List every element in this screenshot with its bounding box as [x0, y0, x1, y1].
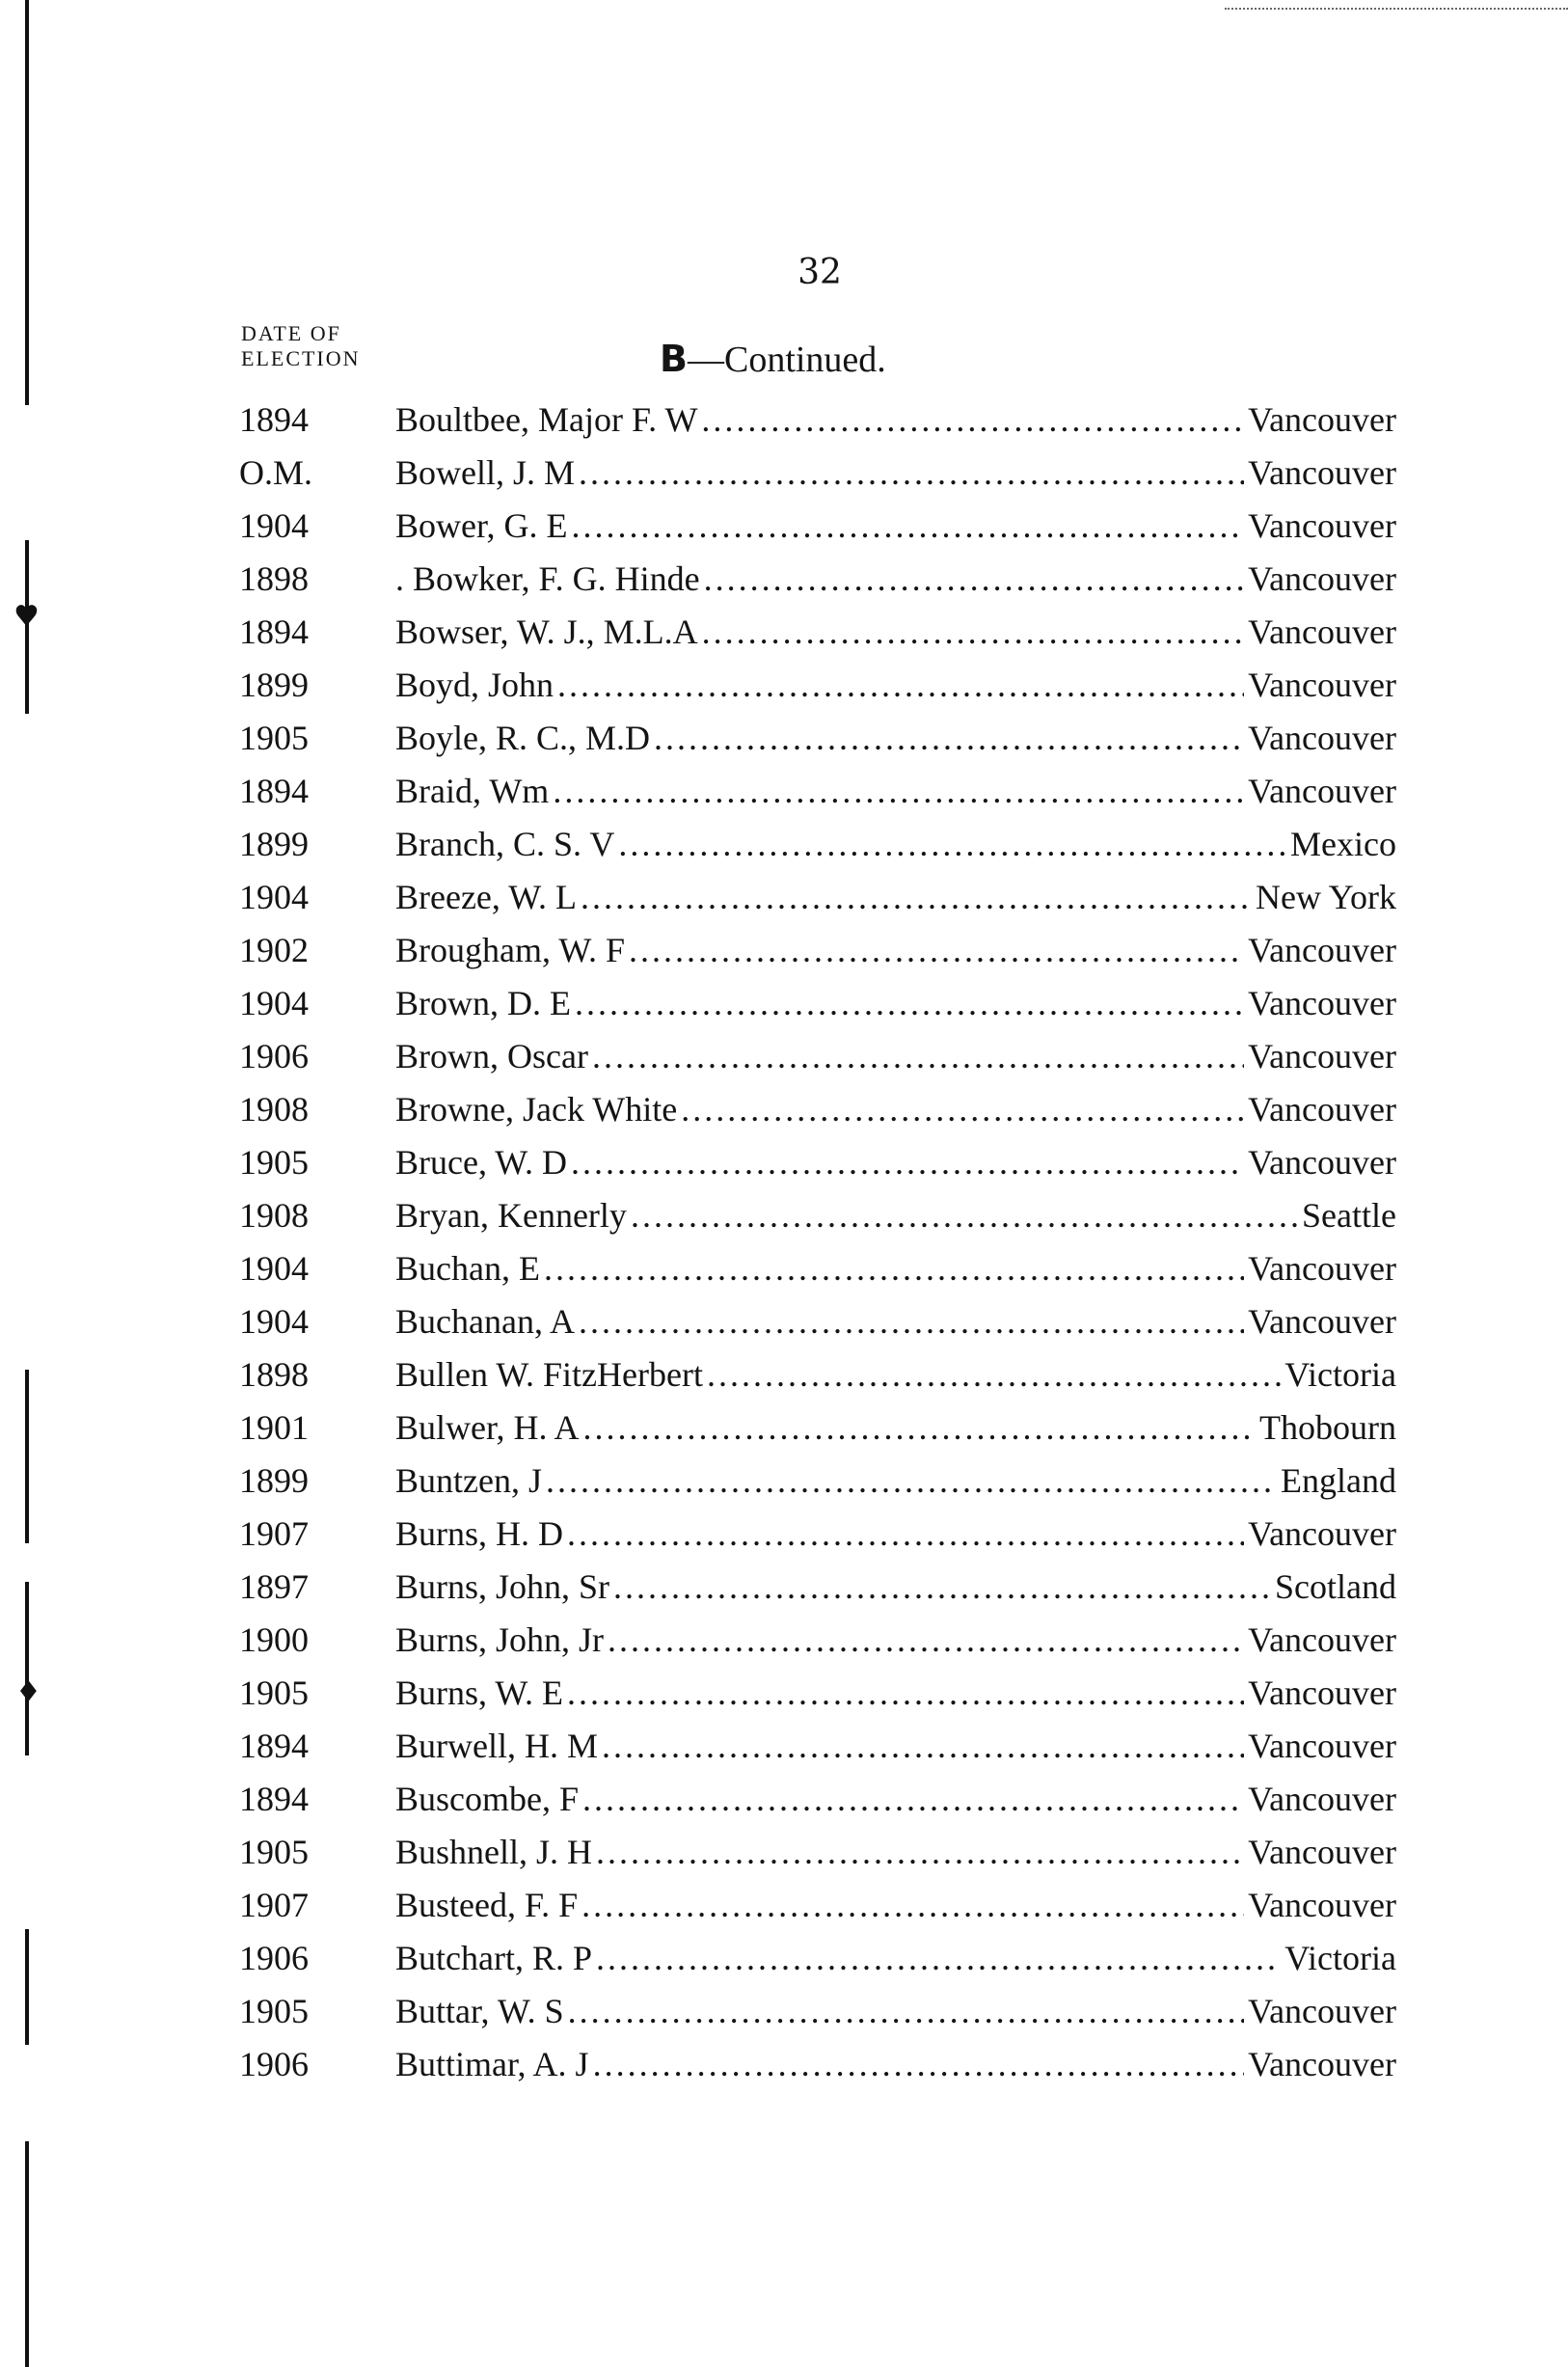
election-year: 1899: [239, 825, 309, 863]
list-item: [239, 1136, 1396, 1189]
election-year: 1905: [239, 1833, 309, 1871]
member-name: Burwell, H. M: [395, 1727, 598, 1765]
dot-leader: [579, 1295, 1244, 1348]
election-year: 1897: [239, 1567, 309, 1606]
member-place: Vancouver: [1248, 1514, 1396, 1553]
election-year: 1904: [239, 984, 309, 1022]
member-place: New York: [1255, 878, 1396, 916]
dot-leader: [629, 924, 1244, 977]
dot-leader: [568, 1985, 1244, 2038]
entry-line: [395, 1401, 1396, 1455]
entry-line: [395, 712, 1396, 765]
dot-leader: [596, 1932, 1281, 1985]
member-place: Vancouver: [1248, 1249, 1396, 1288]
entry-line: [395, 1932, 1396, 1985]
member-name: Branch, C. S. V: [395, 825, 615, 863]
list-item: [239, 1189, 1396, 1242]
member-name: Buntzen, J: [395, 1461, 542, 1500]
dot-leader: [681, 1083, 1244, 1136]
member-place: Vancouver: [1248, 1727, 1396, 1765]
dot-leader: [618, 818, 1286, 871]
election-year: 1905: [239, 1143, 309, 1182]
election-year: 1894: [239, 400, 309, 439]
entry-line: [395, 1879, 1396, 1932]
member-name: Bushnell, J. H: [395, 1833, 593, 1871]
election-year: 1905: [239, 719, 309, 757]
list-item: [239, 1508, 1396, 1561]
member-name: Buscombe, F: [395, 1780, 580, 1818]
diamond-mark-icon: ♦: [15, 1675, 41, 1709]
list-item: [239, 659, 1396, 712]
entry-line: [395, 818, 1396, 871]
entry-line: [395, 977, 1396, 1030]
entry-line: [395, 1773, 1396, 1826]
date-header-line1: DATE OF: [241, 321, 341, 345]
election-year: 1906: [239, 2045, 309, 2083]
election-year: 1908: [239, 1090, 309, 1129]
entry-line: [395, 1348, 1396, 1401]
member-name: Braid, Wm: [395, 772, 550, 810]
member-place: Vancouver: [1248, 1886, 1396, 1924]
member-name: Breeze, W. L: [395, 878, 577, 916]
list-item: [239, 1614, 1396, 1667]
entry-line: [395, 394, 1396, 447]
election-year: 1894: [239, 1780, 309, 1818]
entry-line: [395, 1826, 1396, 1879]
list-item: [239, 1401, 1396, 1455]
member-name: Buttar, W. S: [395, 1992, 564, 2030]
dot-leader: [707, 1348, 1281, 1401]
member-name: Bowell, J. M: [395, 453, 576, 492]
entry-line: [395, 1136, 1396, 1189]
entry-line: [395, 553, 1396, 606]
member-name: Brown, Oscar: [395, 1037, 588, 1075]
list-item: [239, 712, 1396, 765]
section-heading: [660, 338, 886, 381]
dot-leader: [571, 1136, 1244, 1189]
binding-margin-line: [25, 1370, 29, 1543]
entry-line: [395, 1985, 1396, 2038]
member-place: Victoria: [1284, 1939, 1396, 1977]
member-place: Vancouver: [1248, 1780, 1396, 1818]
member-place: Vancouver: [1248, 1620, 1396, 1659]
list-item: [239, 1030, 1396, 1083]
member-place: Vancouver: [1248, 931, 1396, 969]
dot-leader: [592, 1030, 1244, 1083]
member-place: Vancouver: [1248, 1037, 1396, 1075]
member-name: Burns, John, Sr: [395, 1567, 610, 1606]
entry-line: [395, 924, 1396, 977]
list-item: [239, 1295, 1396, 1348]
entry-line: [395, 765, 1396, 818]
scan-artifact: [1225, 0, 1568, 10]
member-place: Vancouver: [1248, 1090, 1396, 1129]
election-year: 1904: [239, 506, 309, 545]
election-year: 1904: [239, 878, 309, 916]
election-year: 1907: [239, 1886, 309, 1924]
member-name: Brown, D. E: [395, 984, 571, 1022]
section-letter: B: [660, 338, 688, 380]
dot-leader: [583, 1401, 1256, 1455]
heart-mark-icon: ♥: [14, 600, 40, 634]
member-place: Vancouver: [1248, 612, 1396, 651]
entry-line: [395, 1614, 1396, 1667]
member-place: Thobourn: [1259, 1408, 1396, 1447]
election-year: 1904: [239, 1249, 309, 1288]
binding-margin-line: [25, 1582, 29, 1755]
dot-leader: [581, 871, 1252, 924]
member-name: Boyle, R. C., M.D: [395, 719, 651, 757]
list-item: [239, 500, 1396, 553]
election-year: 1898: [239, 1355, 309, 1394]
member-place: Vancouver: [1248, 1833, 1396, 1871]
member-place: Vancouver: [1248, 1143, 1396, 1182]
entry-line: [395, 2038, 1396, 2091]
member-place: Vancouver: [1248, 2045, 1396, 2083]
election-year: 1898: [239, 559, 309, 598]
entry-line: [395, 1083, 1396, 1136]
list-item: [239, 447, 1396, 500]
election-year: 1901: [239, 1408, 309, 1447]
dot-leader: [567, 1508, 1244, 1561]
member-place: Vancouver: [1248, 1992, 1396, 2030]
member-name: Boyd, John: [395, 666, 554, 704]
dot-leader: [654, 712, 1244, 765]
member-name: Buchan, E: [395, 1249, 540, 1288]
binding-margin-line: [25, 1929, 29, 2045]
dot-leader: [608, 1614, 1244, 1667]
dot-leader: [544, 1242, 1244, 1295]
member-name: Butchart, R. P: [395, 1939, 592, 1977]
election-year: 1904: [239, 1302, 309, 1341]
member-place: Vancouver: [1248, 666, 1396, 704]
election-year: 1908: [239, 1196, 309, 1235]
member-place: Vancouver: [1248, 453, 1396, 492]
dot-leader: [593, 2038, 1244, 2091]
election-year: 1907: [239, 1514, 309, 1553]
list-item: [239, 1083, 1396, 1136]
dot-leader: [572, 500, 1245, 553]
member-place: Vancouver: [1248, 984, 1396, 1022]
list-item: [239, 606, 1396, 659]
list-item: [239, 977, 1396, 1030]
member-name: Buttimar, A. J: [395, 2045, 589, 2083]
election-year: 1899: [239, 666, 309, 704]
list-item: [239, 765, 1396, 818]
binding-margin-line: [25, 2141, 29, 2367]
entry-line: [395, 1667, 1396, 1720]
date-header-line2: ELECTION: [241, 346, 361, 370]
member-name: Burns, W. E: [395, 1673, 564, 1712]
dot-leader: [557, 659, 1244, 712]
election-year: 1905: [239, 1673, 309, 1712]
entry-line: [395, 606, 1396, 659]
list-item: [239, 1879, 1396, 1932]
member-place: Vancouver: [1248, 1302, 1396, 1341]
list-item: [239, 1773, 1396, 1826]
list-item: [239, 818, 1396, 871]
dot-leader: [553, 765, 1244, 818]
list-item: [239, 1242, 1396, 1295]
member-name: Brougham, W. F: [395, 931, 626, 969]
date-of-election-header: [241, 321, 361, 371]
member-name: Bryan, Kennerly: [395, 1196, 627, 1235]
list-item: [239, 1667, 1396, 1720]
dot-leader: [579, 447, 1244, 500]
entry-line: [395, 1508, 1396, 1561]
dot-leader: [546, 1455, 1277, 1508]
entry-line: [395, 871, 1396, 924]
member-place: Vancouver: [1248, 506, 1396, 545]
election-year: 1899: [239, 1461, 309, 1500]
list-item: [239, 1720, 1396, 1773]
member-name: Browne, Jack White: [395, 1090, 678, 1129]
entry-line: [395, 447, 1396, 500]
member-name: Bower, G. E: [395, 506, 568, 545]
election-year: 1902: [239, 931, 309, 969]
dot-leader: [582, 1773, 1244, 1826]
entry-line: [395, 1242, 1396, 1295]
dot-leader: [575, 977, 1244, 1030]
list-item: [239, 394, 1396, 447]
binding-margin-line: [25, 0, 29, 405]
list-item: [239, 871, 1396, 924]
member-place: Scotland: [1275, 1567, 1396, 1606]
member-place: Vancouver: [1248, 772, 1396, 810]
entry-line: [395, 659, 1396, 712]
dot-leader: [567, 1667, 1244, 1720]
member-name: Bowser, W. J., M.L.A: [395, 612, 698, 651]
dot-leader: [701, 394, 1244, 447]
member-name: Boultbee, Major F. W: [395, 400, 698, 439]
member-place: Mexico: [1290, 825, 1396, 863]
dot-leader: [702, 606, 1244, 659]
member-name: Busteed, F. F: [395, 1886, 579, 1924]
dot-leader: [596, 1826, 1244, 1879]
election-year: 1894: [239, 1727, 309, 1765]
dot-leader: [631, 1189, 1298, 1242]
election-year: 1894: [239, 612, 309, 651]
list-item: [239, 1561, 1396, 1614]
member-place: Victoria: [1284, 1355, 1396, 1394]
member-name: . Bowker, F. G. Hinde: [395, 559, 700, 598]
election-year: 1906: [239, 1037, 309, 1075]
member-place: Vancouver: [1248, 1673, 1396, 1712]
member-list: [239, 394, 1396, 2091]
list-item: [239, 924, 1396, 977]
election-year: 1894: [239, 772, 309, 810]
dot-leader: [613, 1561, 1271, 1614]
dot-leader: [581, 1879, 1244, 1932]
list-item: [239, 2038, 1396, 2091]
dot-leader: [602, 1720, 1244, 1773]
member-place: Seattle: [1302, 1196, 1396, 1235]
member-name: Burns, H. D: [395, 1514, 564, 1553]
entry-line: [395, 500, 1396, 553]
election-year: 1905: [239, 1992, 309, 2030]
member-name: Burns, John, Jr: [395, 1620, 605, 1659]
member-place: Vancouver: [1248, 719, 1396, 757]
list-item: [239, 1348, 1396, 1401]
section-suffix: —Continued.: [687, 340, 886, 380]
member-place: England: [1281, 1461, 1396, 1500]
list-item: [239, 1826, 1396, 1879]
list-item: [239, 553, 1396, 606]
dot-leader: [704, 553, 1244, 606]
election-year: O.M.: [239, 453, 313, 492]
entry-line: [395, 1189, 1396, 1242]
entry-line: [395, 1030, 1396, 1083]
list-item: [239, 1985, 1396, 2038]
member-name: Bruce, W. D: [395, 1143, 567, 1182]
page-number: 32: [798, 253, 842, 292]
member-name: Bullen W. FitzHerbert: [395, 1355, 703, 1394]
member-place: Vancouver: [1248, 559, 1396, 598]
member-name: Bulwer, H. A: [395, 1408, 580, 1447]
entry-line: [395, 1455, 1396, 1508]
entry-line: [395, 1295, 1396, 1348]
list-item: [239, 1455, 1396, 1508]
election-year: 1906: [239, 1939, 309, 1977]
entry-line: [395, 1561, 1396, 1614]
election-year: 1900: [239, 1620, 309, 1659]
member-place: Vancouver: [1248, 400, 1396, 439]
entry-line: [395, 1720, 1396, 1773]
list-item: [239, 1932, 1396, 1985]
member-name: Buchanan, A: [395, 1302, 575, 1341]
